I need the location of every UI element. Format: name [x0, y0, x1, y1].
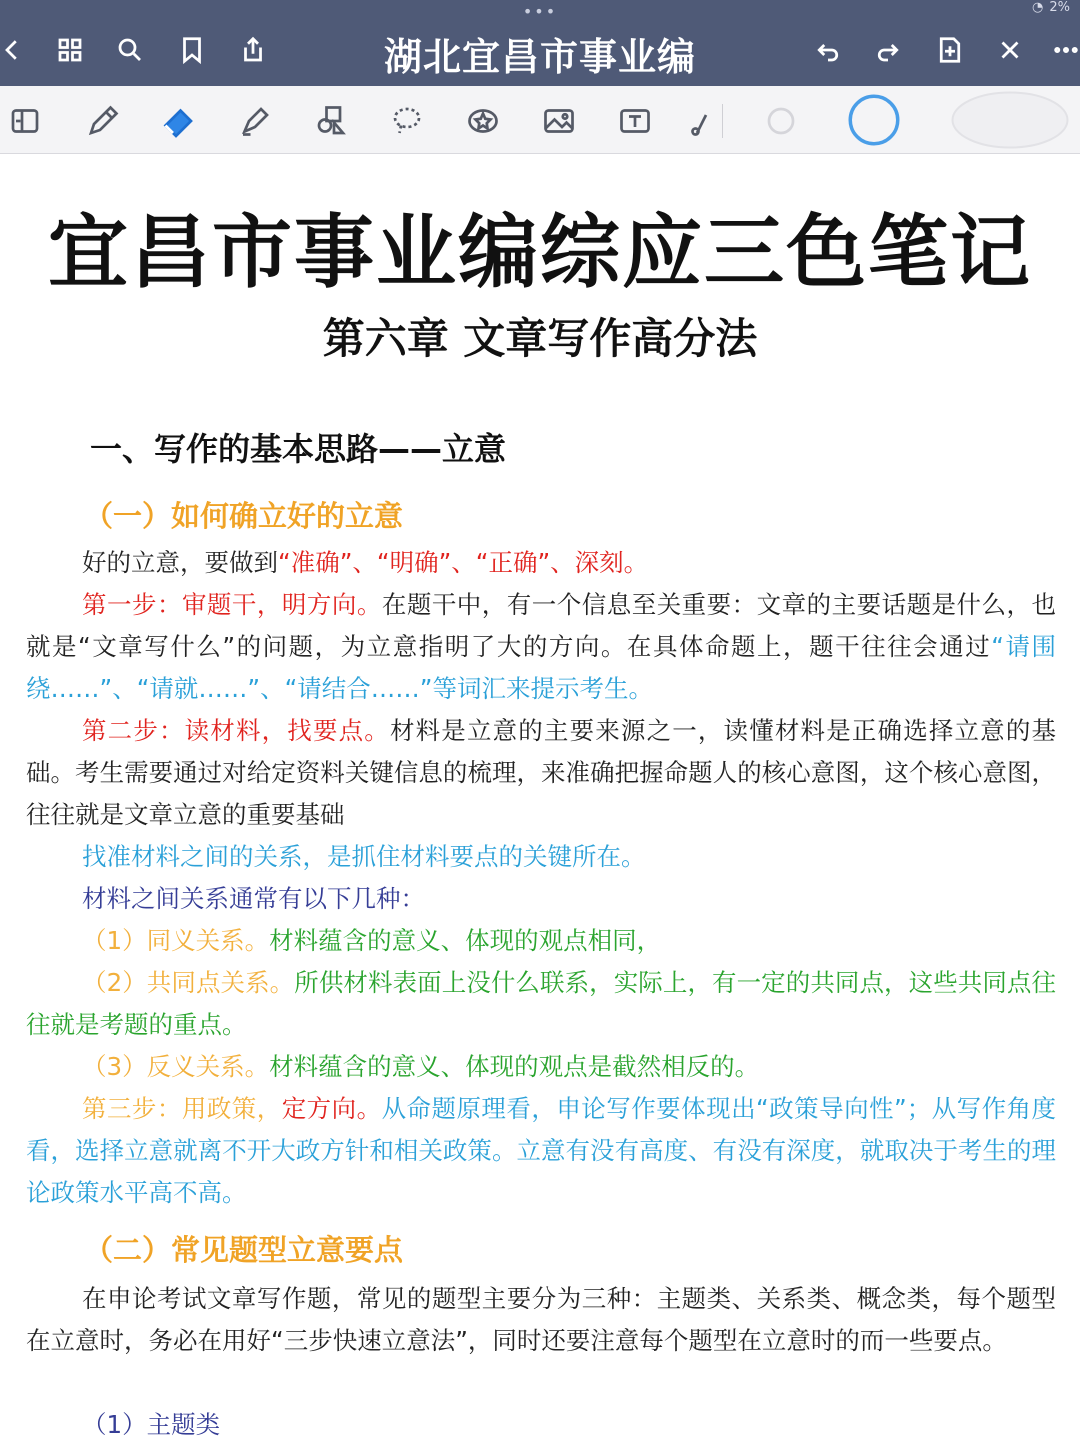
grid-icon[interactable] — [50, 30, 90, 70]
drawing-toolbar — [0, 86, 1080, 154]
battery-level: 2% — [1049, 0, 1070, 15]
paragraph-good-intent: 好的立意，要做到“准确”、“明确”、“正确”、深刻。 — [82, 548, 649, 577]
color-swatch-selected-icon[interactable] — [840, 90, 908, 150]
bookmark-icon[interactable] — [172, 30, 212, 70]
paragraph-relation-3: （3）反义关系。材料蕴含的意义、体现的观点是截然相反的。 — [82, 1052, 760, 1081]
tool-select-icon[interactable] — [2, 98, 48, 144]
paragraph-relation-key: 找准材料之间的关系，是抓住材料要点的关键所在。 — [82, 842, 646, 871]
paragraph-relation-1: （1）同义关系。材料蕴含的意义、体现的观点相同， — [82, 926, 662, 955]
chevron-left-icon[interactable] — [0, 30, 32, 70]
shapes-icon[interactable] — [308, 98, 354, 144]
paragraph-relation-2: （2）共同点关系。所供材料表面上没什么联系，实际上，有一定的共同点，这些共同点往往就是考题的重点。 — [26, 968, 1056, 1039]
share-icon[interactable] — [233, 30, 273, 70]
color-swatch-1-icon[interactable] — [758, 98, 804, 144]
app-top-bar — [0, 0, 1080, 86]
paragraph-type-1: （1）主题类 — [82, 1410, 221, 1439]
more-icon[interactable] — [1046, 30, 1080, 70]
text-tool-icon[interactable] — [612, 98, 658, 144]
image-icon[interactable] — [536, 98, 582, 144]
section-heading: 一、写作的基本思路——立意 — [90, 430, 507, 468]
paragraph-relation-intro: 材料之间关系通常有以下几种： — [82, 884, 425, 913]
drag-handle[interactable]: ••• — [522, 2, 558, 21]
wifi-icon: ◔ — [1032, 0, 1044, 15]
paragraph-question-types: 在申论考试文章写作题，常见的题型主要分为三种：主题类、关系类、概念类，每个题型在立意时，务必在用好“三步快速立意法”，同时还要注意每个题型在立意时的而一些要点。 — [26, 1284, 1056, 1355]
toolbar-divider — [722, 104, 723, 138]
paragraph-step2: 第二步：读材料，找要点。材料是立意的主要来源之一，读懂材料是正确选择立意的基础。考生需要通过对给定资料关键信息的梳理，来准确把握命题人的核心意图，这个核心意图，往往就是文章立意的重要基础 — [26, 716, 1057, 829]
paragraph-step3: 第三步：用政策，定方向。从命题原理看，申论写作要体现出“政策导向性”；从写作角度看，选择立意就离不开大政方针和相关政策。立意有没有高度、有没有深度，就取决于考生的理论政策水平高不高。 — [26, 1094, 1057, 1207]
paragraph-step1: 第一步：审题干，明方向。在题干中，有一个信息至关重要：文章的主要话题是什么，也就是“文章写什么”的问题，为立意指明了大的方向。在具体命题上，题干往往会通过“请围绕……”、“请就……”、“请结合……”等词汇来提示考生。 — [26, 590, 1056, 703]
add-page-icon[interactable] — [930, 30, 970, 70]
page-title: 宜昌市事业编综应三色笔记 — [48, 206, 1032, 299]
close-icon[interactable] — [990, 30, 1030, 70]
subsection-heading-1: （一）如何确立好的立意 — [84, 499, 404, 533]
lasso-icon[interactable] — [384, 98, 430, 144]
eraser-icon[interactable] — [156, 98, 202, 144]
sticker-icon[interactable] — [460, 98, 506, 144]
search-icon[interactable] — [110, 30, 150, 70]
pen-icon[interactable] — [80, 98, 126, 144]
subsection-heading-2: （二）常见题型立意要点 — [84, 1233, 404, 1267]
pen-thickness-preview[interactable] — [950, 88, 1070, 152]
document-page — [0, 154, 1080, 1443]
status-bar — [1032, 0, 1070, 15]
laser-pointer-icon[interactable] — [680, 98, 726, 144]
redo-icon[interactable] — [868, 30, 908, 70]
undo-icon[interactable] — [808, 30, 848, 70]
document-title: 湖北宜昌市事业编 — [383, 35, 696, 79]
highlighter-icon[interactable] — [232, 98, 278, 144]
chapter-title: 第六章 文章写作高分法 — [322, 314, 758, 363]
